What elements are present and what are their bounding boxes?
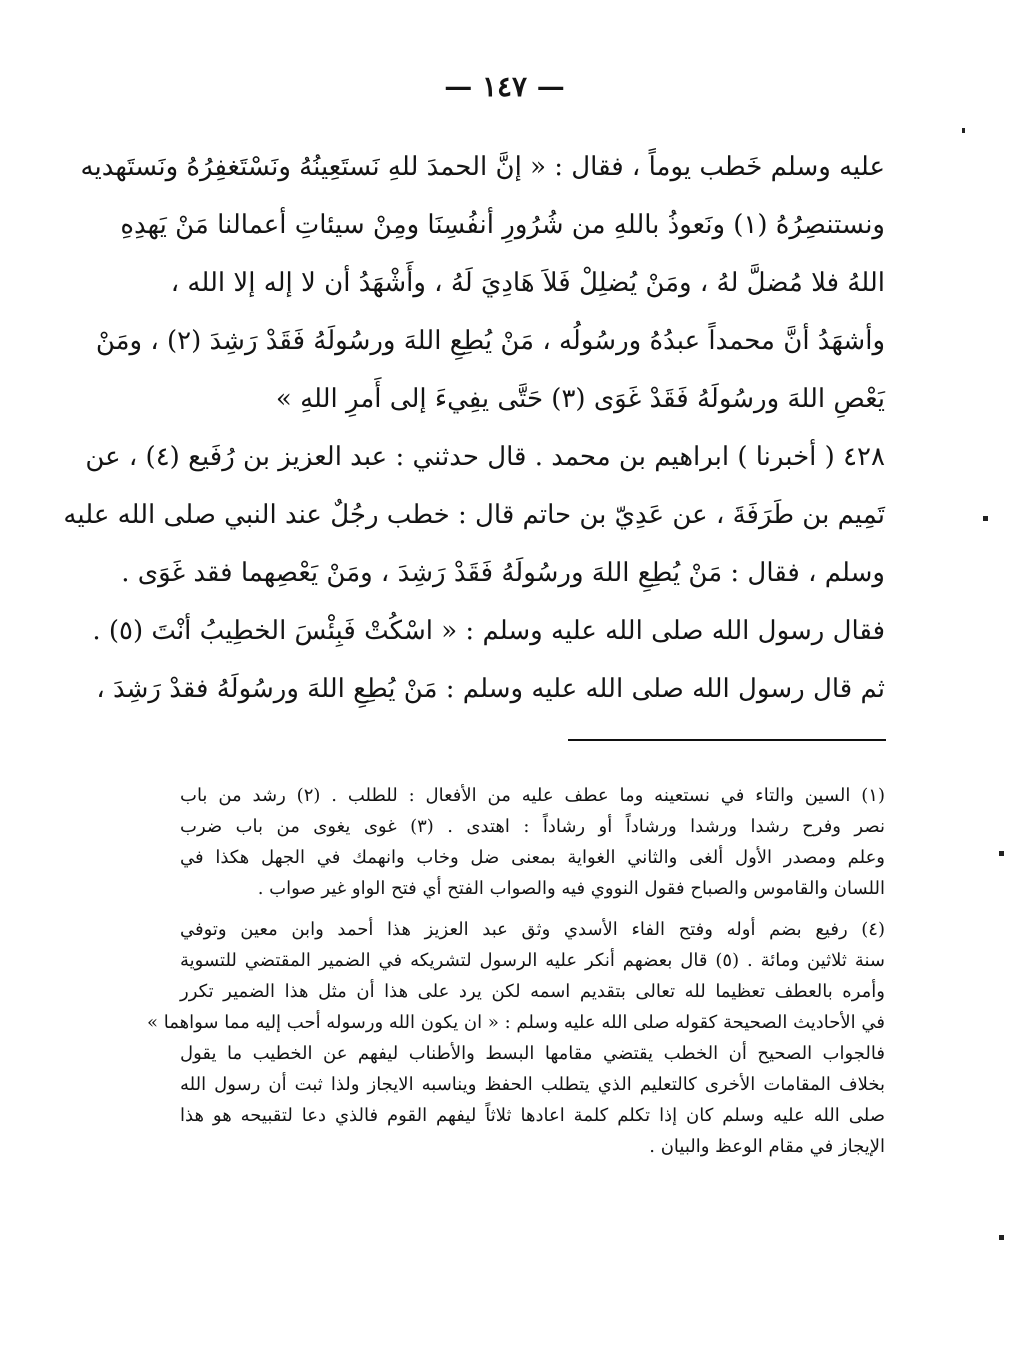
footnote-line: وأمره بالعطف تعظيما لله تعالى بتقديم اسمه لكن يرد على هذا أن مثل هذا الضمير تكرر <box>180 981 885 1002</box>
footnote-line: الإيجاز في مقام الوعظ والبيان . <box>649 1136 885 1157</box>
scan-mark <box>999 1235 1004 1240</box>
scan-mark <box>999 851 1004 856</box>
footnote-line: في الأحاديث الصحيحة كقوله صلى الله عليه وسلم : « ان يكون الله ورسوله أحب إليه مما سواهما » <box>147 1012 885 1033</box>
main-text-line: عليه وسلم خَطب يوماً ، فقال : « إنَّ الحمدَ للهِ نَستَعِينُهُ ونَسْتَغفِرُهُ ونَستَهديه <box>80 152 885 182</box>
footnote-line: اللسان والقاموس والصباح فقول النووي فيه والصواب الفتح أي فتح الواو غير صواب . <box>257 878 885 899</box>
main-text-line: وسلم ، فقال : مَنْ يُطِعِ اللهَ ورسُولَهُ فَقَدْ رَشِدَ ، ومَنْ يَعْصِهما فقد غَوَى . <box>121 558 885 588</box>
footnote-line: بخلاف المقامات الأخرى كالتعليم الذي يتطلب الحفظ ويناسبه الايجاز ولذا ثبت أن رسول الله <box>180 1074 885 1095</box>
footnote-line: سنة ثلاثين ومائة . (٥) قال بعضهم أنكر عليه الرسول لتشريكه في الضمير المقتضي للتسوية <box>180 950 886 971</box>
footnote-line: (٤) رفيع بضم أوله وفتح الفاء الأسدي وثق عبد العزيز هذا أحمد وابن معين وتوفي <box>180 919 885 940</box>
scan-mark <box>962 128 965 133</box>
footnote-line: وعلم ومصدر الأول ألغى والثاني الغواية بمعنى ضل وخاب وانهمك في الجهل هكذا في <box>180 847 885 868</box>
main-text-line: ٤٢٨ ( أخبرنا ) ابراهيم بن محمد . قال حدثني : عبد العزيز بن رُفَيع (٤) ، عن <box>85 442 885 472</box>
main-text <box>63 138 885 718</box>
footnote-block-1 <box>180 780 885 904</box>
main-text-line: فقال رسول الله صلى الله عليه وسلم : « اسْكُتْ فَبِئْسَ الخطِيبُ أنْتَ (٥) . <box>92 616 885 646</box>
main-text-line: ثم قال رسول الله صلى الله عليه وسلم : مَنْ يُطِعِ اللهَ ورسُولَهُ فقدْ رَشِدَ ، <box>96 674 885 704</box>
main-text-line: ونستنصِرُهُ (١) ونَعوذُ باللهِ من شُرُورِ أنفُسِنَا ومِنْ سيئاتِ أعمالنا مَنْ يَهدِهِ <box>120 210 885 240</box>
scan-mark <box>983 516 988 521</box>
footnote-separator <box>568 739 886 741</box>
footnote-line: صلى الله عليه وسلم كان إذا تكلم كلمة اعادها ثلاثاً ليفهم القوم فالذي دعا لتقبيحه هو هذا <box>180 1105 885 1126</box>
footnote-block-2 <box>147 914 886 1162</box>
footnote-line: (١) السين والتاء في نستعينه وما عطف عليه من الأفعال : للطلب . (٢) رشد من باب <box>180 785 885 806</box>
main-text-line: اللهُ فلا مُضلَّ لهُ ، ومَنْ يُضلِلْ فَلاَ هَادِيَ لَهُ ، وأَشْهَدُ أن لا إله إلا الله ، <box>170 268 885 298</box>
footnote-line: نصر وفرح رشدا ورشدا ورشاداً أو رشاداً : اهتدى . (٣) غوى يغوى من باب ضرب <box>180 816 885 837</box>
footnote-line: فالجواب الصحيح أن الخطب يقتضي مقامها البسط والأطناب ليفهم عن الخطيب ما يقول <box>180 1043 885 1064</box>
main-text-line: تَمِيم بن طَرَفَةَ ، عن عَدِيّ بن حاتم قال : خطب رجُلٌ عند النبي صلى الله عليه <box>63 500 885 530</box>
main-text-line: يَعْصِ اللهَ ورسُولَهُ فَقَدْ غَوَى (٣) حَتَّى يفِيءَ إلى أَمرِ اللهِ » <box>275 384 885 414</box>
page-number: — ١٤٧ — <box>444 70 565 103</box>
footnotes <box>147 780 886 1162</box>
main-text-line: وأشهَدُ أنَّ محمداً عبدُهُ ورسُولُه ، مَنْ يُطِعِ اللهَ ورسُولَهُ فَقَدْ رَشِدَ (٢) ، ومَنْ <box>95 326 885 356</box>
